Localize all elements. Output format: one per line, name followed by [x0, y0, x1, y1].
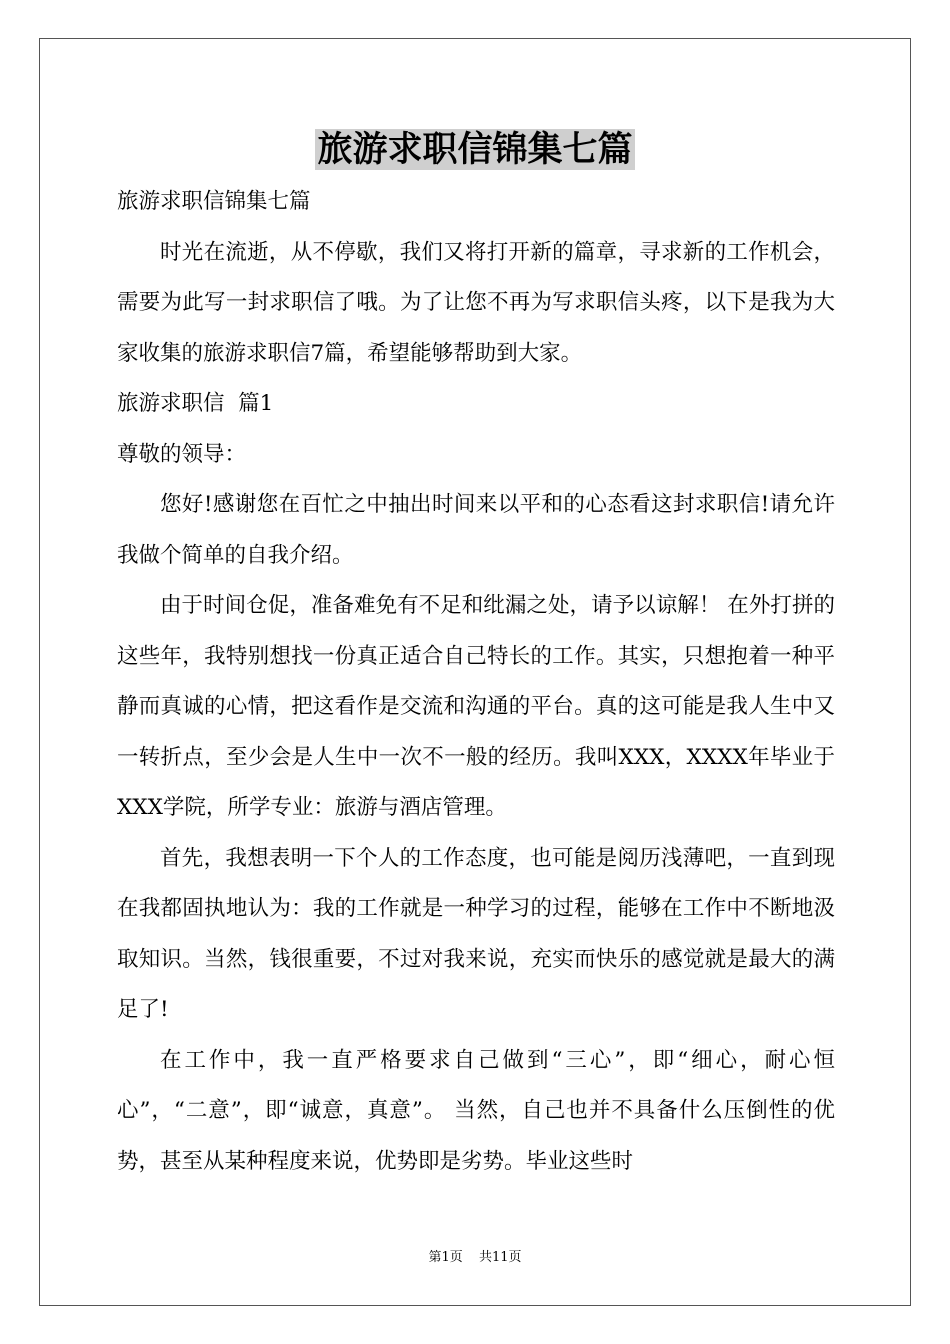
document-title	[0, 126, 950, 174]
document-title-text: 旅游求职信锦集七篇	[317, 129, 633, 170]
paragraph: 由于时间仓促，准备难免有不足和纰漏之处，请予以谅解！ 在外打拼的这些年，我特别想找一份真正适合自己特长的工作。其实，只想抱着一种平静而真诚的心情，把这看作是交流和沟通的平台。真的这可能是我人生中又一转折点，至少会是人生中一次不一般的经历。我叫XXX，XXXX年毕业于XXX学院，所学专业：旅游与酒店管理。	[117, 593, 835, 820]
document-body	[117, 177, 835, 1187]
paragraph: 在工作中，我一直严格要求自己做到“三心”，即“细心，耐心恒心”，“二意”，即“诚意，真意”。 当然，自己也并不具备什么压倒性的优势，甚至从某种程度来说，优势即是劣势。毕业这些时	[117, 1047, 835, 1174]
section-heading: 旅游求职信 篇1	[117, 391, 274, 416]
page-footer	[0, 1248, 950, 1268]
page-number: 第1页	[428, 1250, 463, 1265]
paragraph: 首先，我想表明一下个人的工作态度，也可能是阅历浅薄吧，一直到现在我都固执地认为：我的工作就是一种学习的过程，能够在工作中不断地汲取知识。当然，钱很重要，不过对我来说，充实而快乐的感觉就是最大的满足了!	[117, 845, 835, 1022]
paragraph: 旅游求职信锦集七篇	[117, 189, 311, 214]
paragraph: 时光在流逝，从不停歇，我们又将打开新的篇章，寻求新的工作机会，需要为此写一封求职信了哦。为了让您不再为写求职信头疼，以下是我为大家收集的旅游求职信7篇，希望能够帮助到大家。	[117, 239, 835, 366]
page-total: 共11页	[478, 1250, 522, 1265]
paragraph: 您好!感谢您在百忙之中抽出时间来以平和的心态看这封求职信!请允许我做个简单的自我介绍。	[117, 492, 835, 568]
salutation: 尊敬的领导：	[117, 441, 247, 467]
